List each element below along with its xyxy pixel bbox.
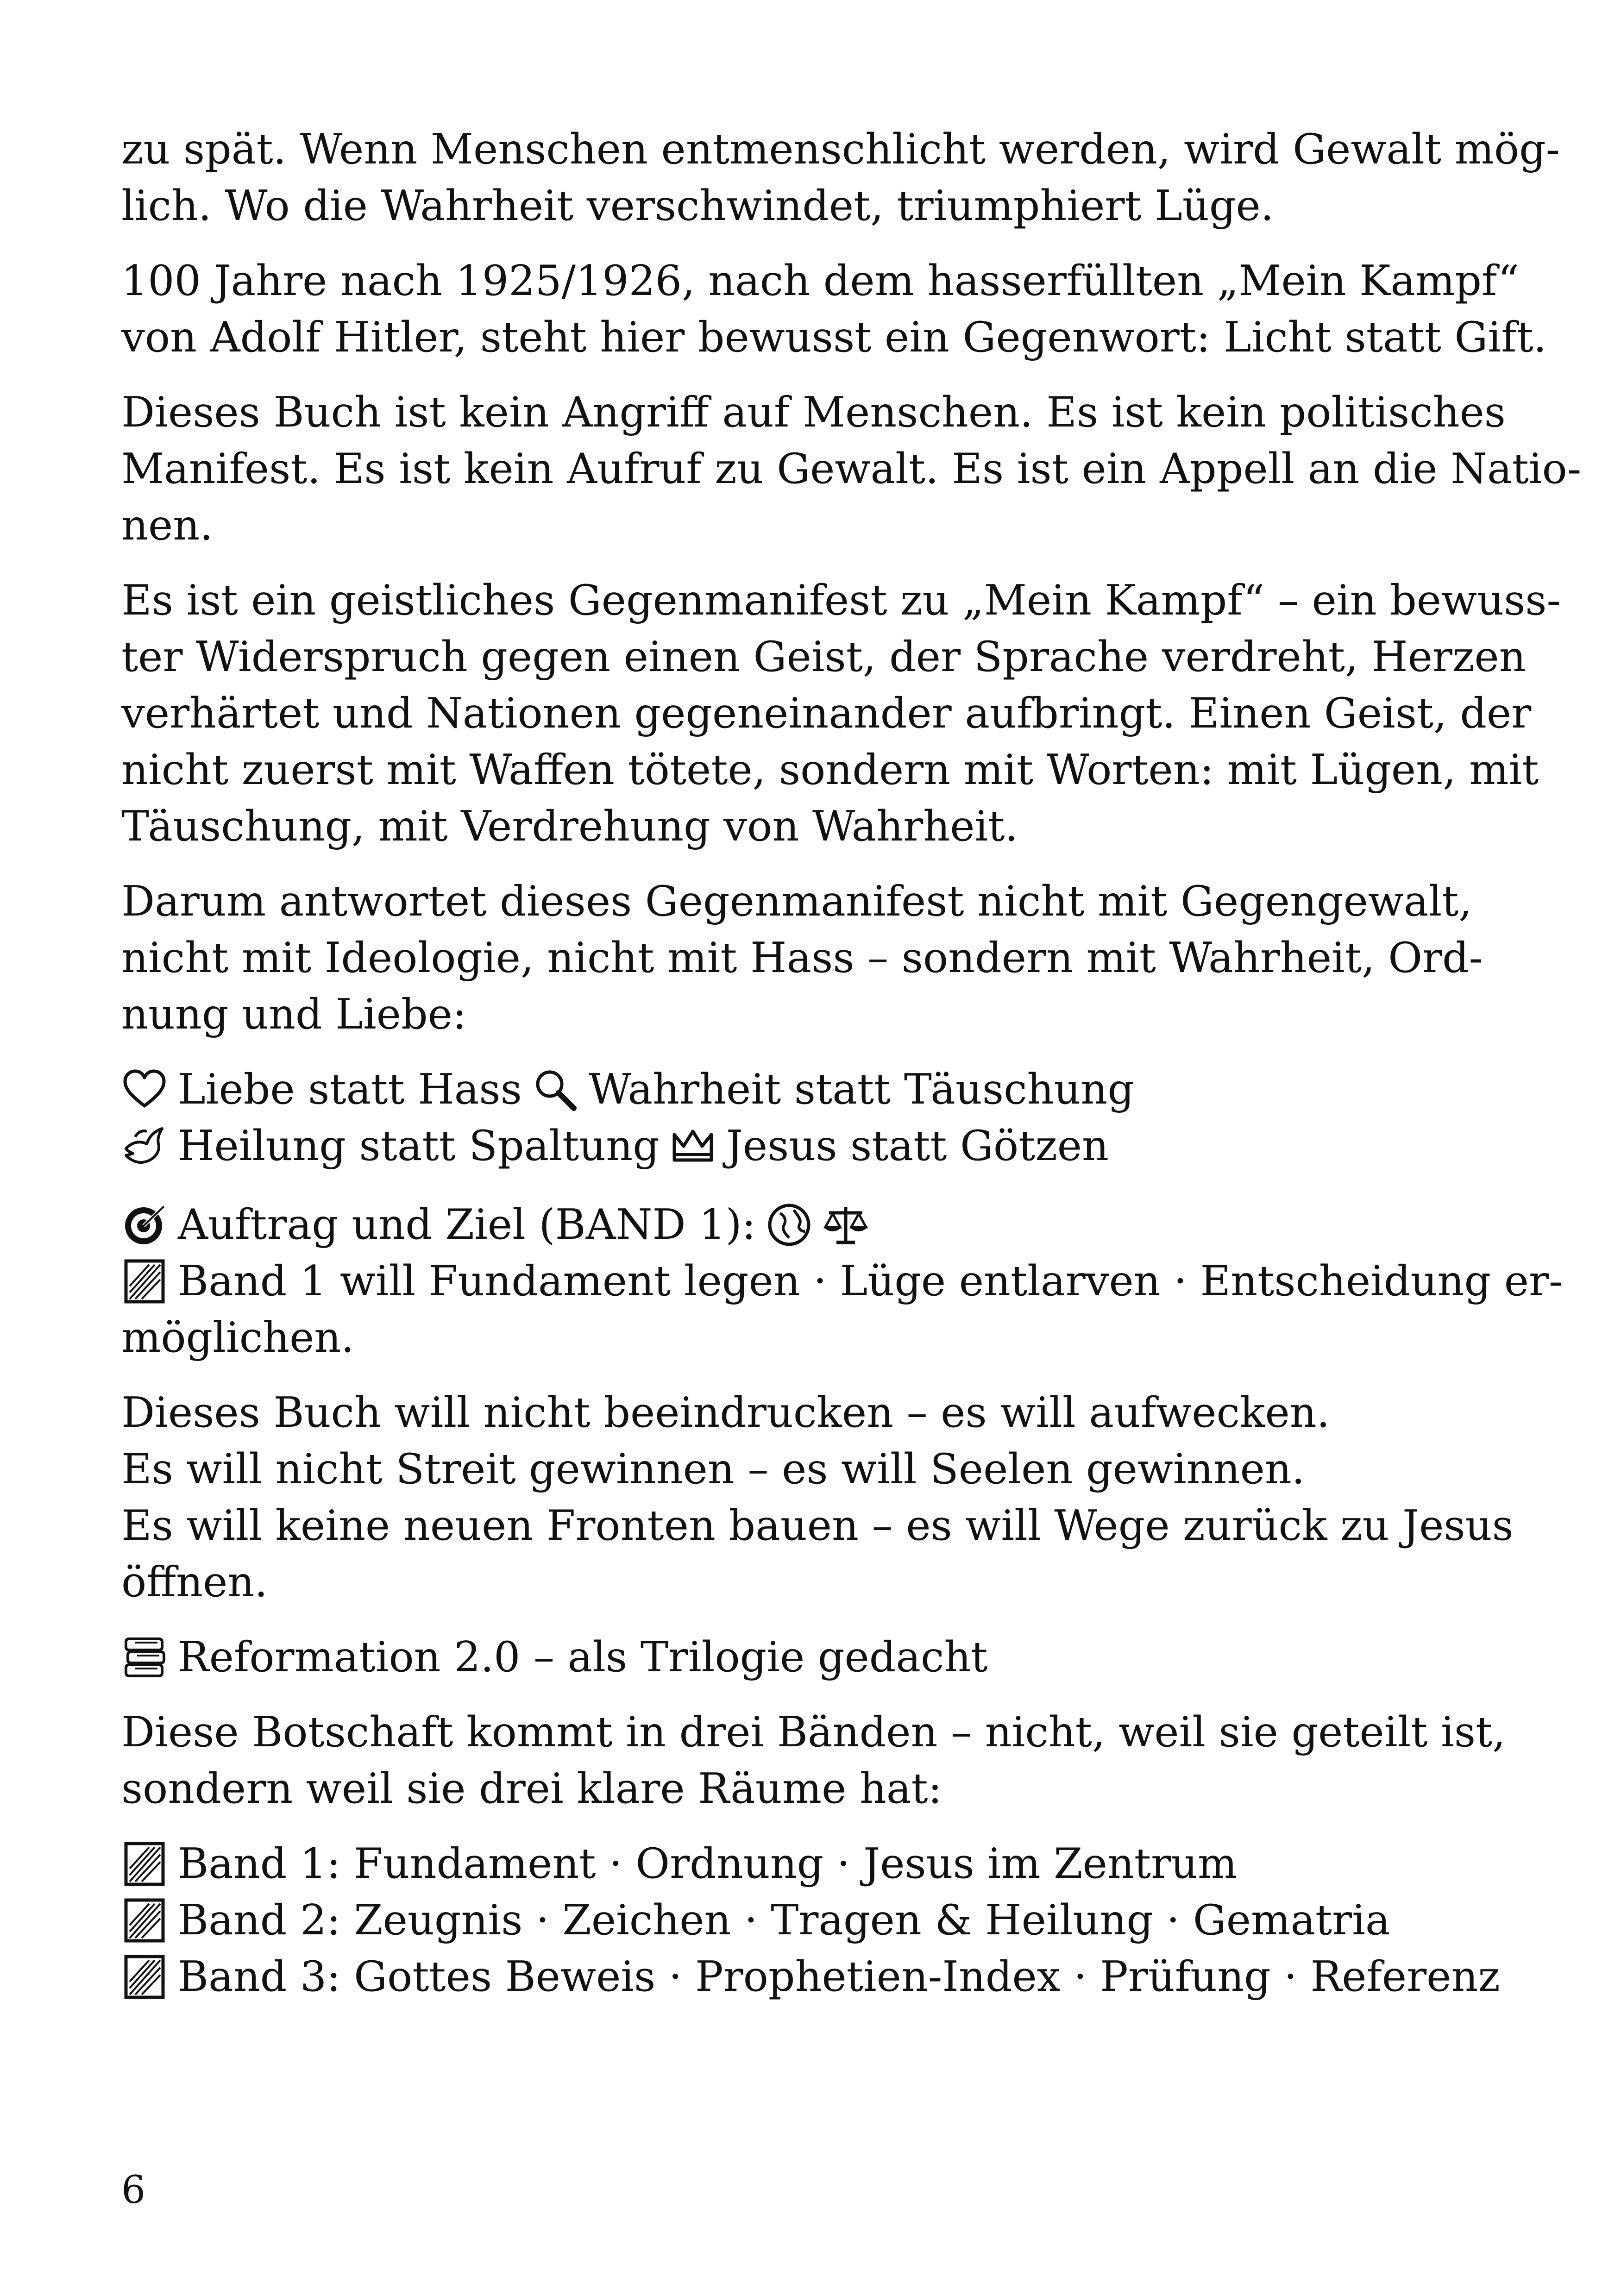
text-line: Dieses Buch ist kein Angriff auf Menschen. Es ist kein politisches — [121, 388, 1506, 437]
values-row-2 — [121, 1118, 1418, 1174]
values-row-1 — [121, 1061, 1418, 1118]
text-line: ter Widerspruch gegen einen Geist, der Sprache verdreht, Herzen — [121, 633, 1526, 681]
page-number: 6 — [121, 2168, 146, 2212]
paragraph-5 — [121, 873, 1483, 1043]
mission-heading: Auftrag und Ziel (BAND 1): — [178, 1200, 756, 1249]
mission-heading-row — [121, 1197, 1418, 1253]
heart-icon — [121, 1066, 168, 1113]
text-line: nicht zuerst mit Waffen tötete, sondern mit Worten: mit Lügen, mit — [121, 746, 1539, 794]
paragraph-1 — [121, 121, 1560, 234]
volume-label: Band 3: Gottes Beweis · Prophetien-Index · Prüfung · Referenz — [178, 1952, 1500, 2001]
text-line: Darum antwortet dieses Gegenmanifest nicht mit Gegengewalt, — [121, 877, 1472, 926]
value-love: Liebe statt Hass — [178, 1065, 522, 1114]
books-stack-icon — [121, 1634, 168, 1681]
mission-line-1: Band 1 will Fundament legen · Lüge entlarven · Entscheidung er- — [178, 1257, 1563, 1305]
mission-section — [121, 1197, 1563, 1366]
scales-icon — [823, 1202, 869, 1248]
text-line: Dieses Buch will nicht beeindrucken – es will aufwecken. — [121, 1388, 1330, 1437]
text-line: zu spät. Wenn Menschen entmenschlicht werden, wird Gewalt mög- — [121, 125, 1560, 174]
page-content — [121, 121, 1582, 2024]
volume-item — [121, 1836, 1418, 1892]
text-line: von Adolf Hitler, steht hier bewusst ein Gegenwort: Licht statt Gift. — [121, 313, 1547, 362]
values-list — [121, 1061, 1418, 1174]
paragraph-2 — [121, 253, 1547, 366]
crown-icon — [670, 1123, 716, 1169]
book-icon — [121, 1841, 168, 1887]
intent-paragraph — [121, 1385, 1514, 1611]
volumes-list — [121, 1836, 1500, 2005]
text-line: Manifest. Es ist kein Aufruf zu Gewalt. Es ist ein Appell an die Natio- — [121, 445, 1582, 493]
dove-icon — [121, 1123, 168, 1169]
text-line: nicht mit Ideologie, nicht mit Hass – sondern mit Wahrheit, Ord- — [121, 934, 1483, 982]
text-line: lich. Wo die Wahrheit verschwindet, triumphiert Lüge. — [121, 182, 1274, 230]
value-jesus: Jesus statt Götzen — [726, 1122, 1109, 1170]
mission-line-2: möglichen. — [121, 1313, 354, 1362]
value-healing: Heilung statt Spaltung — [178, 1122, 660, 1170]
value-truth: Wahrheit statt Täuschung — [588, 1065, 1134, 1114]
text-line: 100 Jahre nach 1925/1926, nach dem hasserfüllten „Mein Kampf“ — [121, 257, 1519, 305]
book-icon — [121, 1954, 168, 2000]
volume-label: Band 1: Fundament · Ordnung · Jesus im Zentrum — [178, 1839, 1238, 1888]
paragraph-4 — [121, 572, 1561, 855]
book-icon — [121, 1897, 168, 1944]
paragraph-3 — [121, 384, 1582, 554]
text-line: Täuschung, mit Verdrehung von Wahrheit. — [121, 802, 1018, 851]
volume-item — [121, 1892, 1418, 1949]
trilogy-heading: Reformation 2.0 – als Trilogie gedacht — [178, 1633, 988, 1681]
book-icon — [121, 1258, 168, 1305]
text-line: sondern weil sie drei klare Räume hat: — [121, 1764, 942, 1813]
text-line: Diese Botschaft kommt in drei Bänden – nicht, weil sie geteilt ist, — [121, 1708, 1506, 1757]
text-line: Es will keine neuen Fronten bauen – es will Wege zurück zu Jesus — [121, 1501, 1514, 1550]
mission-line-row — [121, 1253, 1563, 1310]
trilogy-heading-row — [121, 1629, 1418, 1686]
text-line: öffnen. — [121, 1558, 268, 1606]
globe-icon — [766, 1202, 812, 1248]
text-line: verhärtet und Nationen gegeneinander aufbringt. Einen Geist, der — [121, 689, 1532, 738]
target-icon — [121, 1202, 168, 1248]
text-line: nen. — [121, 501, 213, 550]
volume-item — [121, 1949, 1500, 2005]
text-line: Es ist ein geistliches Gegenmanifest zu „Mein Kampf“ – ein bewuss- — [121, 576, 1561, 625]
text-line: nung und Liebe: — [121, 990, 467, 1039]
volume-label: Band 2: Zeugnis · Zeichen · Tragen & Heilung · Gematria — [178, 1896, 1390, 1945]
magnifier-icon — [532, 1066, 578, 1113]
text-line: Es will nicht Streit gewinnen – es will Seelen gewinnen. — [121, 1445, 1305, 1493]
trilogy-heading-line — [121, 1629, 1418, 1686]
trilogy-intro — [121, 1704, 1506, 1817]
